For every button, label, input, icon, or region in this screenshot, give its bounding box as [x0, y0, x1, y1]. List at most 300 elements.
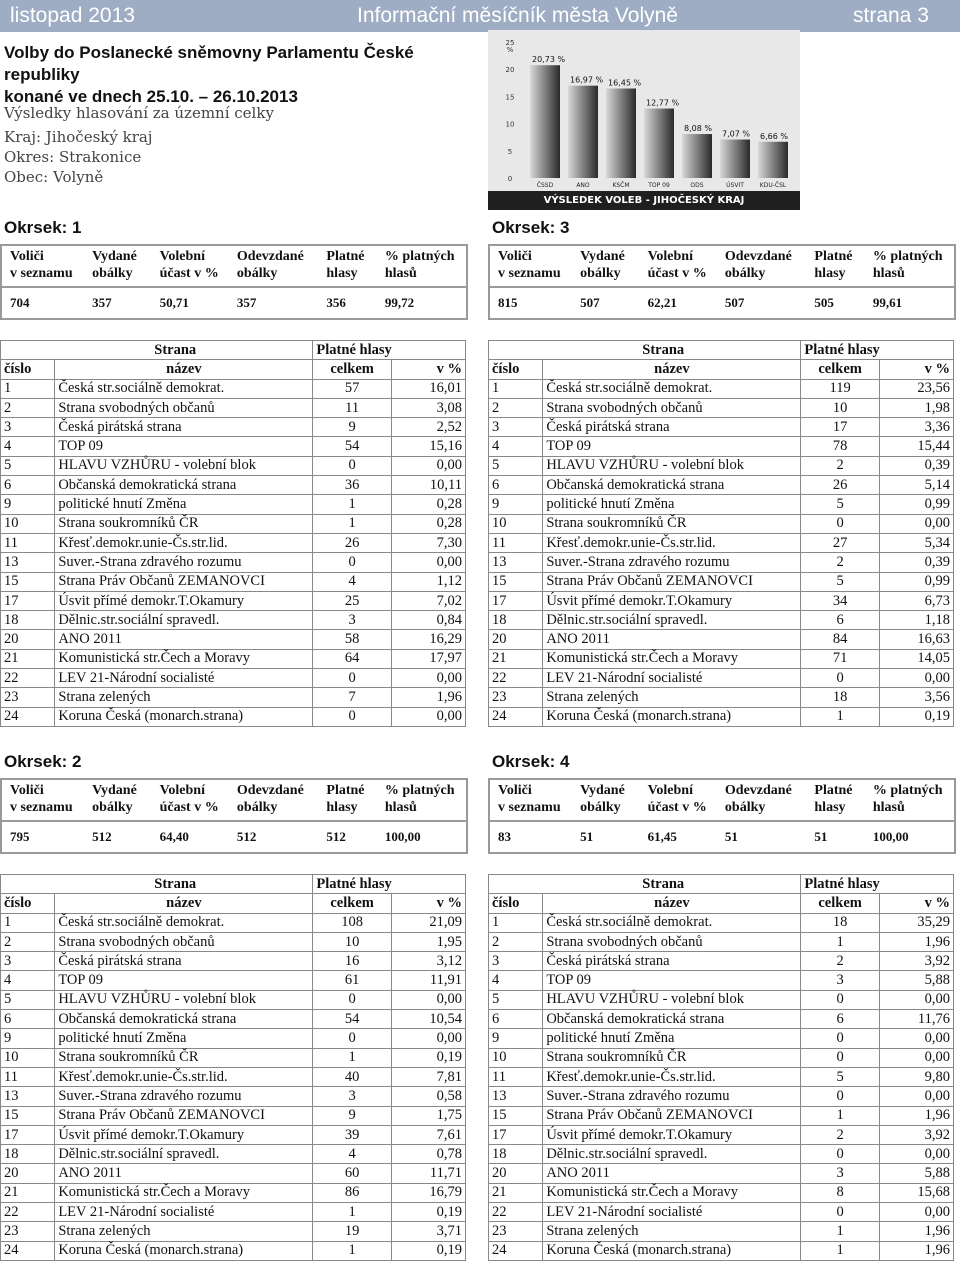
party-percent: 0,84	[391, 611, 465, 630]
summary-header: Platné hlasy	[318, 245, 376, 287]
table-row	[1, 456, 466, 475]
table-row	[489, 437, 954, 456]
party-percent: 15,44	[879, 437, 953, 456]
party-percent: 1,18	[879, 611, 953, 630]
summary-value: 507	[580, 295, 600, 310]
table-row	[1, 990, 466, 1009]
party-percent: 1,96	[879, 1222, 953, 1241]
party-votes: 1	[801, 1241, 879, 1260]
party-number: 18	[489, 1145, 543, 1164]
party-number: 11	[1, 533, 55, 552]
bar-value-label: 16,45 %	[608, 78, 642, 88]
party-name: politické hnutí Změna	[55, 495, 313, 514]
party-percent: 1,12	[391, 572, 465, 591]
party-name: Strana svobodných občanů	[543, 932, 801, 951]
table-row	[1, 952, 466, 971]
party-percent: 0,00	[879, 1145, 953, 1164]
party-name: politické hnutí Změna	[543, 1029, 801, 1048]
party-name: Křesť.demokr.unie-Čs.str.lid.	[55, 533, 313, 552]
platne-hlasy-header: Platné hlasy	[801, 341, 954, 360]
party-name: Česká pirátská strana	[55, 952, 313, 971]
summary-value: 99,72	[384, 295, 415, 310]
nazev-header: název	[55, 894, 313, 913]
page-header	[0, 0, 960, 32]
strana-header: Strana	[489, 341, 801, 360]
pct-header: v %	[391, 360, 465, 379]
party-number: 13	[1, 1087, 55, 1106]
party-percent: 7,61	[391, 1125, 465, 1144]
party-votes: 18	[801, 913, 879, 932]
party-percent: 11,71	[391, 1164, 465, 1183]
cislo-header: číslo	[489, 894, 543, 913]
strana-header: Strana	[1, 875, 313, 894]
summary-header: Odevzdané obálky	[717, 245, 806, 287]
party-percent: 0,28	[391, 495, 465, 514]
district-summary-table	[0, 778, 468, 854]
table-row	[489, 630, 954, 649]
party-votes: 11	[313, 398, 391, 417]
cislo-header: číslo	[1, 360, 55, 379]
party-percent: 11,76	[879, 1010, 953, 1029]
y-axis-label: %	[506, 46, 514, 54]
party-name: LEV 21-Národní socialisté	[55, 1203, 313, 1222]
party-votes: 0	[801, 990, 879, 1009]
table-row	[489, 418, 954, 437]
party-name: Suver.-Strana zdravého rozumu	[543, 553, 801, 572]
celkem-header: celkem	[313, 360, 391, 379]
party-number: 9	[489, 495, 543, 514]
summary-value: 512	[326, 829, 346, 844]
summary-header: Voliči v seznamu	[1, 779, 84, 821]
party-name: Strana Práv Občanů ZEMANOVCI	[543, 1106, 801, 1125]
bar-value-label: 20,73 %	[532, 55, 566, 65]
party-votes: 2	[801, 952, 879, 971]
party-number: 24	[1, 707, 55, 726]
table-row	[489, 1067, 954, 1086]
party-votes: 1	[801, 707, 879, 726]
party-name: Křesť.demokr.unie-Čs.str.lid.	[543, 533, 801, 552]
table-row	[489, 1048, 954, 1067]
summary-header: Vydané obálky	[572, 245, 639, 287]
party-name: Koruna Česká (monarch.strana)	[55, 1241, 313, 1260]
table-row	[489, 398, 954, 417]
party-votes: 26	[313, 533, 391, 552]
party-votes: 86	[313, 1183, 391, 1202]
party-name: Koruna Česká (monarch.strana)	[543, 1241, 801, 1260]
party-percent: 21,09	[391, 913, 465, 932]
party-number: 20	[489, 630, 543, 649]
table-row	[489, 553, 954, 572]
party-percent: 15,68	[879, 1183, 953, 1202]
party-number: 18	[489, 611, 543, 630]
nazev-header: název	[55, 360, 313, 379]
table-row	[1, 379, 466, 398]
table-row	[489, 1125, 954, 1144]
summary-value: 64,40	[159, 829, 189, 844]
party-number: 11	[1, 1067, 55, 1086]
table-row	[489, 379, 954, 398]
party-number: 4	[1, 437, 55, 456]
party-number: 23	[489, 1222, 543, 1241]
table-row	[1, 1241, 466, 1260]
summary-value: 704	[10, 295, 30, 310]
party-percent: 16,29	[391, 630, 465, 649]
party-number: 15	[1, 572, 55, 591]
summary-value: 62,21	[647, 295, 677, 310]
party-name: Strana Práv Občanů ZEMANOVCI	[55, 572, 313, 591]
party-number: 22	[489, 669, 543, 688]
party-votes: 9	[313, 1106, 391, 1125]
table-row	[489, 913, 954, 932]
bar-value-label: 12,77 %	[646, 98, 680, 108]
table-row	[489, 591, 954, 610]
party-number: 23	[489, 688, 543, 707]
table-row	[1, 1029, 466, 1048]
summary-header: Vydané obálky	[84, 245, 151, 287]
party-percent: 0,39	[879, 456, 953, 475]
summary-header: % platných hlasů	[865, 245, 955, 287]
party-number: 15	[489, 1106, 543, 1125]
table-row	[1, 1222, 466, 1241]
party-votes: 54	[313, 437, 391, 456]
party-number: 21	[1, 649, 55, 668]
party-percent: 16,01	[391, 379, 465, 398]
summary-header: Voliči v seznamu	[1, 245, 84, 287]
party-number: 10	[489, 514, 543, 533]
summary-value: 357	[92, 295, 112, 310]
party-number: 17	[1, 591, 55, 610]
party-percent: 3,71	[391, 1222, 465, 1241]
summary-value: 357	[236, 295, 257, 310]
y-tick-label: 15	[505, 93, 515, 102]
table-row	[489, 707, 954, 726]
party-number: 22	[1, 669, 55, 688]
party-percent: 10,54	[391, 1010, 465, 1029]
party-results-table	[488, 874, 954, 1261]
party-name: Česká pirátská strana	[55, 418, 313, 437]
table-row	[489, 572, 954, 591]
table-row	[1, 669, 466, 688]
party-percent: 7,02	[391, 591, 465, 610]
party-percent: 1,96	[879, 932, 953, 951]
party-name: Česká pirátská strana	[543, 952, 801, 971]
table-row	[1, 1183, 466, 1202]
summary-header: % platných hlasů	[377, 779, 467, 821]
y-tick-label: 5	[507, 147, 513, 156]
summary-header: Voliči v seznamu	[489, 245, 572, 287]
chart-bar	[720, 140, 750, 178]
party-number: 13	[1, 553, 55, 572]
summary-header: Vydané obálky	[84, 779, 151, 821]
party-name: Komunistická str.Čech a Moravy	[543, 1183, 801, 1202]
party-name: ANO 2011	[543, 1164, 801, 1183]
table-row	[489, 611, 954, 630]
table-row	[1, 514, 466, 533]
party-percent: 3,56	[879, 688, 953, 707]
party-name: Komunistická str.Čech a Moravy	[55, 649, 313, 668]
party-name: Křesť.demokr.unie-Čs.str.lid.	[55, 1067, 313, 1086]
cislo-header: číslo	[489, 360, 543, 379]
summary-value: 512	[92, 829, 112, 844]
table-row	[489, 456, 954, 475]
results-subtitle: Výsledky hlasování za územní celky	[4, 104, 274, 122]
header-paper-title: Informační měsíčník města Volyně	[357, 4, 678, 27]
party-number: 1	[489, 913, 543, 932]
party-votes: 5	[801, 1067, 879, 1086]
party-name: Úsvit přímé demokr.T.Okamury	[55, 1125, 313, 1144]
party-name: Česká str.sociálně demokrat.	[55, 913, 313, 932]
table-row	[489, 533, 954, 552]
party-percent: 0,00	[879, 514, 953, 533]
party-votes: 54	[313, 1010, 391, 1029]
party-name: Strana zelených	[55, 688, 313, 707]
celkem-header: celkem	[801, 894, 879, 913]
party-votes: 19	[313, 1222, 391, 1241]
party-name: Občanská demokratická strana	[543, 476, 801, 495]
party-name: Strana soukromníků ČR	[543, 1048, 801, 1067]
party-votes: 2	[801, 553, 879, 572]
y-tick-label: 0	[507, 175, 513, 183]
summary-header: Voliči v seznamu	[489, 779, 572, 821]
party-number: 5	[489, 456, 543, 475]
party-votes: 27	[801, 533, 879, 552]
x-tick-label: ÚSVIT	[726, 182, 744, 189]
party-votes: 0	[801, 514, 879, 533]
header-month: listopad 2013	[10, 4, 135, 27]
party-name: Strana Práv Občanů ZEMANOVCI	[55, 1106, 313, 1125]
party-votes: 9	[313, 418, 391, 437]
bar-value-label: 16,97 %	[570, 75, 604, 85]
party-number: 1	[1, 379, 55, 398]
platne-hlasy-header: Platné hlasy	[313, 341, 466, 360]
party-number: 11	[489, 1067, 543, 1086]
summary-value: 51	[814, 829, 828, 844]
party-percent: 1,96	[879, 1106, 953, 1125]
table-row	[489, 495, 954, 514]
table-row	[1, 913, 466, 932]
party-name: Strana soukromníků ČR	[55, 514, 313, 533]
party-number: 22	[1, 1203, 55, 1222]
district-label: Okrsek: 3	[492, 218, 570, 237]
party-votes: 6	[801, 611, 879, 630]
party-percent: 7,81	[391, 1067, 465, 1086]
party-number: 4	[1, 971, 55, 990]
party-name: ANO 2011	[55, 630, 313, 649]
party-votes: 60	[313, 1164, 391, 1183]
party-percent: 17,97	[391, 649, 465, 668]
table-row	[489, 1164, 954, 1183]
party-votes: 0	[313, 669, 391, 688]
party-votes: 3	[801, 971, 879, 990]
party-number: 10	[489, 1048, 543, 1067]
party-name: Dělnic.str.sociální spravedl.	[543, 1145, 801, 1164]
summary-value: 815	[498, 295, 518, 310]
summary-header: Volební účast v %	[640, 779, 717, 821]
header-page-number: strana 3	[853, 4, 929, 27]
party-number: 5	[489, 990, 543, 1009]
table-row	[489, 514, 954, 533]
party-number: 2	[1, 398, 55, 417]
party-name: Strana soukromníků ČR	[543, 514, 801, 533]
table-row	[489, 476, 954, 495]
party-votes: 1	[801, 1106, 879, 1125]
party-name: Česká str.sociálně demokrat.	[55, 379, 313, 398]
party-percent: 1,98	[879, 398, 953, 417]
party-percent: 15,16	[391, 437, 465, 456]
party-votes: 1	[313, 495, 391, 514]
party-name: Úsvit přímé demokr.T.Okamury	[543, 591, 801, 610]
summary-value: 100,00	[384, 829, 421, 844]
party-votes: 8	[801, 1183, 879, 1202]
party-name: Dělnic.str.sociální spravedl.	[55, 1145, 313, 1164]
party-votes: 64	[313, 649, 391, 668]
table-row	[489, 1106, 954, 1125]
party-percent: 1,95	[391, 932, 465, 951]
party-percent: 0,00	[391, 456, 465, 475]
party-percent: 0,00	[391, 990, 465, 1009]
party-name: politické hnutí Změna	[55, 1029, 313, 1048]
party-name: Občanská demokratická strana	[55, 476, 313, 495]
bar-value-label: 8,08 %	[684, 124, 712, 134]
table-row	[1, 437, 466, 456]
pct-header: v %	[879, 360, 953, 379]
summary-value: 795	[10, 829, 30, 844]
party-name: Koruna Česká (monarch.strana)	[55, 707, 313, 726]
bar-value-label: 7,07 %	[722, 129, 750, 139]
party-percent: 0,58	[391, 1087, 465, 1106]
party-name: Občanská demokratická strana	[55, 1010, 313, 1029]
party-votes: 26	[801, 476, 879, 495]
party-percent: 6,73	[879, 591, 953, 610]
party-name: Strana soukromníků ČR	[55, 1048, 313, 1067]
summary-value: 512	[236, 829, 257, 844]
nazev-header: název	[543, 360, 801, 379]
party-votes: 0	[801, 1145, 879, 1164]
party-number: 9	[489, 1029, 543, 1048]
summary-header: Volební účast v %	[640, 245, 717, 287]
party-number: 2	[1, 932, 55, 951]
party-name: ANO 2011	[55, 1164, 313, 1183]
chart-bar	[644, 109, 674, 178]
party-name: Strana zelených	[543, 1222, 801, 1241]
table-row	[489, 1222, 954, 1241]
party-number: 24	[1, 1241, 55, 1260]
y-tick-label: 20	[505, 66, 515, 75]
party-number: 23	[1, 688, 55, 707]
party-results-table	[0, 340, 466, 727]
table-row	[1, 688, 466, 707]
table-row	[1, 1048, 466, 1067]
party-name: ANO 2011	[543, 630, 801, 649]
table-row	[1, 591, 466, 610]
table-row	[1, 1164, 466, 1183]
table-row	[1, 476, 466, 495]
party-percent: 0,28	[391, 514, 465, 533]
party-name: Suver.-Strana zdravého rozumu	[55, 1087, 313, 1106]
party-votes: 2	[801, 1125, 879, 1144]
summary-value: 99,61	[872, 295, 903, 310]
x-tick-label: KDU-ČSL	[759, 182, 787, 189]
party-votes: 57	[313, 379, 391, 398]
cislo-header: číslo	[1, 894, 55, 913]
pct-header: v %	[879, 894, 953, 913]
party-number: 6	[489, 476, 543, 495]
party-votes: 6	[801, 1010, 879, 1029]
party-votes: 3	[313, 611, 391, 630]
table-row	[489, 932, 954, 951]
table-row	[489, 952, 954, 971]
table-row	[1, 1087, 466, 1106]
party-name: HLAVU VZHŮRU - volební blok	[543, 456, 801, 475]
party-number: 3	[489, 418, 543, 437]
summary-header: Volební účast v %	[152, 779, 229, 821]
party-percent: 0,00	[391, 707, 465, 726]
party-number: 13	[489, 1087, 543, 1106]
party-number: 3	[1, 952, 55, 971]
summary-header: Volební účast v %	[152, 245, 229, 287]
party-number: 18	[1, 611, 55, 630]
party-percent: 2,52	[391, 418, 465, 437]
party-number: 4	[489, 437, 543, 456]
party-name: Úsvit přímé demokr.T.Okamury	[55, 591, 313, 610]
party-votes: 2	[801, 456, 879, 475]
chart-bar	[758, 142, 788, 178]
party-name: Úsvit přímé demokr.T.Okamury	[543, 1125, 801, 1144]
table-row	[1, 418, 466, 437]
table-row	[1, 1106, 466, 1125]
strana-header: Strana	[489, 875, 801, 894]
party-name: Suver.-Strana zdravého rozumu	[55, 553, 313, 572]
kraj-label: Kraj: Jihočeský kraj	[4, 128, 153, 146]
nazev-header: název	[543, 894, 801, 913]
party-percent: 0,19	[391, 1048, 465, 1067]
party-votes: 1	[313, 1048, 391, 1067]
party-percent: 3,12	[391, 952, 465, 971]
party-name: LEV 21-Národní socialisté	[543, 669, 801, 688]
party-percent: 5,88	[879, 971, 953, 990]
party-percent: 1,96	[879, 1241, 953, 1260]
party-percent: 0,39	[879, 553, 953, 572]
district-label: Okrsek: 4	[492, 752, 570, 771]
summary-header: Platné hlasy	[318, 779, 376, 821]
party-votes: 1	[801, 932, 879, 951]
x-tick-label: TOP 09	[648, 182, 670, 189]
table-row	[489, 990, 954, 1009]
party-number: 15	[1, 1106, 55, 1125]
table-row	[1, 572, 466, 591]
party-votes: 25	[313, 591, 391, 610]
party-votes: 0	[313, 1029, 391, 1048]
party-percent: 16,63	[879, 630, 953, 649]
table-row	[1, 1010, 466, 1029]
summary-value: 51	[580, 829, 594, 844]
party-percent: 1,96	[391, 688, 465, 707]
y-tick-label: 10	[505, 120, 515, 129]
party-name: Suver.-Strana zdravého rozumu	[543, 1087, 801, 1106]
table-row	[489, 1241, 954, 1260]
table-row	[1, 611, 466, 630]
party-votes: 58	[313, 630, 391, 649]
party-name: Strana svobodných občanů	[55, 398, 313, 417]
party-votes: 36	[313, 476, 391, 495]
party-name: Strana zelených	[55, 1222, 313, 1241]
party-number: 9	[1, 495, 55, 514]
chart-svg	[488, 30, 800, 210]
party-votes: 0	[313, 553, 391, 572]
party-name: Komunistická str.Čech a Moravy	[543, 649, 801, 668]
party-percent: 5,88	[879, 1164, 953, 1183]
chart-bar	[568, 86, 598, 178]
